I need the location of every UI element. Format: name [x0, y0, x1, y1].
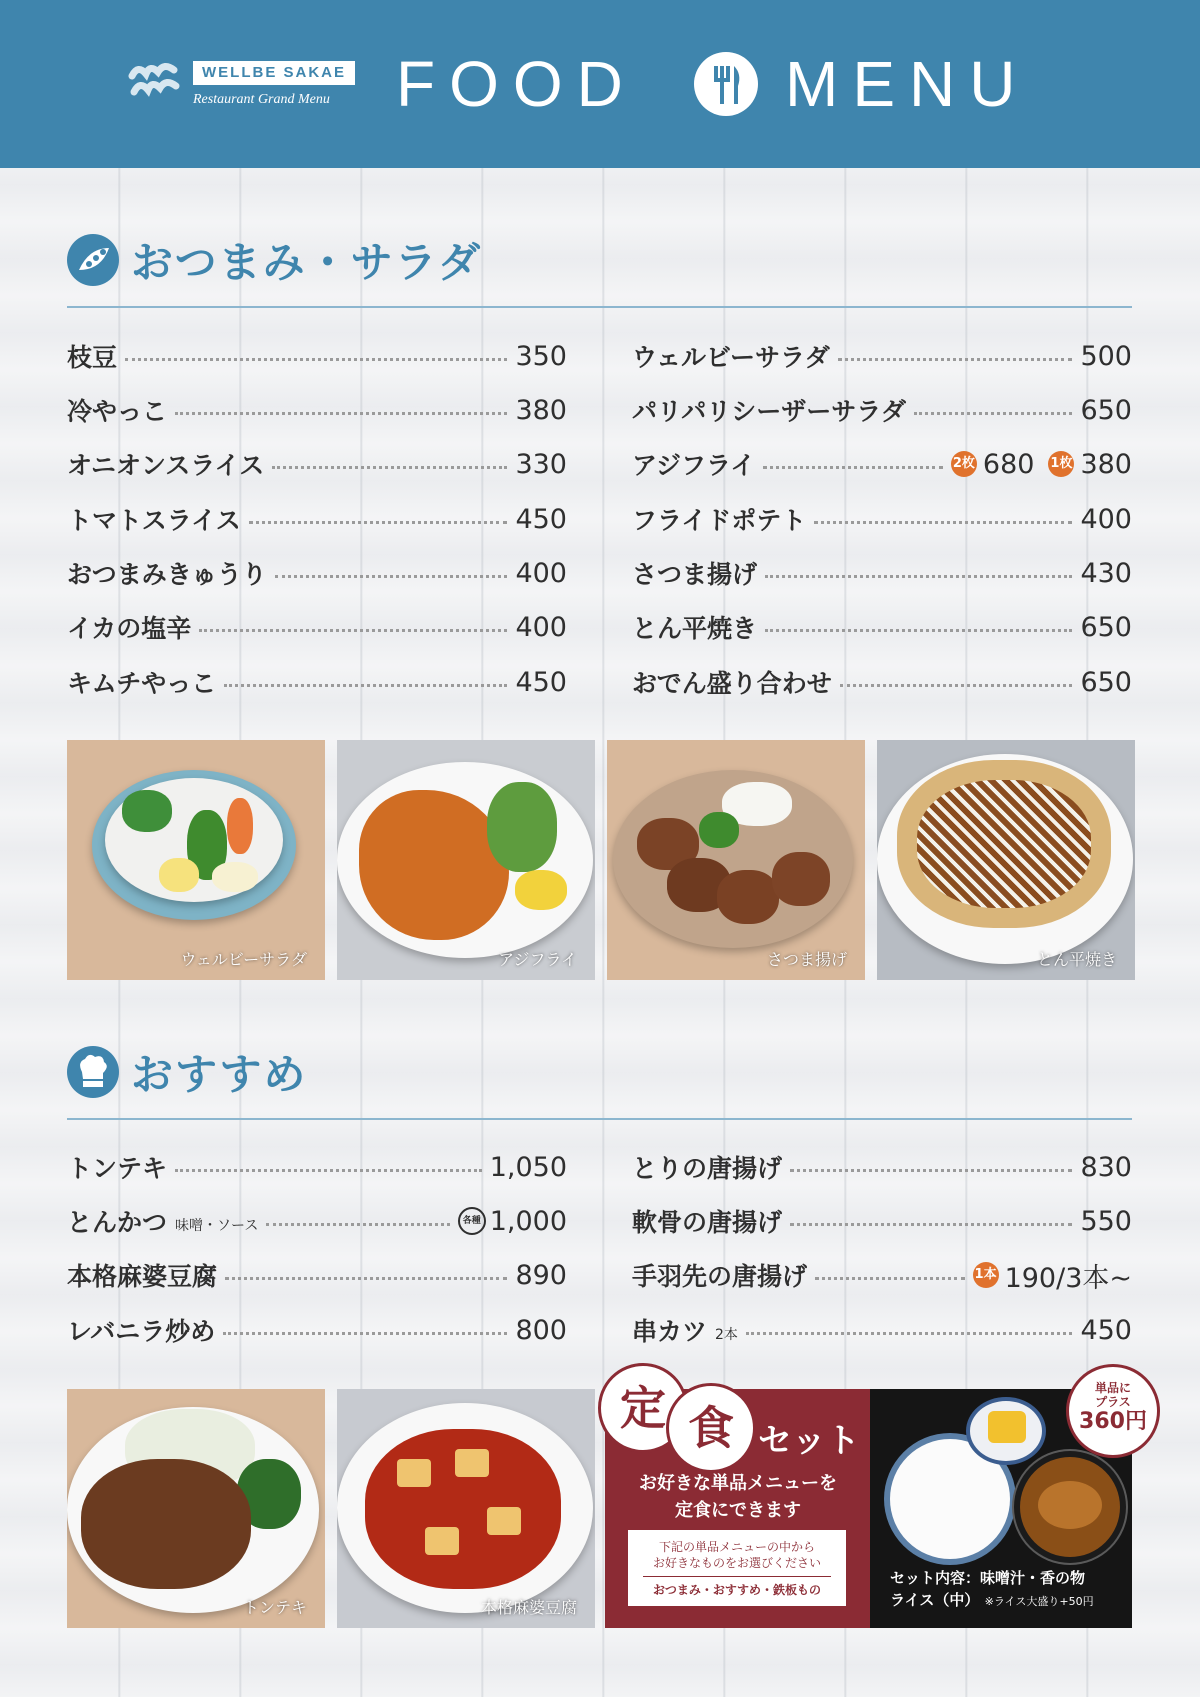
item-price: 380 [515, 394, 567, 426]
item-name: おでん盛り合わせ [632, 669, 832, 698]
set-price-badge [1066, 1364, 1160, 1458]
menu-item [67, 1203, 567, 1239]
leader-dots [249, 521, 508, 524]
photo-caption: アジフライ [498, 950, 577, 969]
item-price: 650 [1080, 394, 1132, 426]
menu-item [67, 338, 567, 374]
item-name: トンテキ [67, 1154, 168, 1183]
leader-dots [763, 466, 943, 469]
item-price: 380 [1080, 448, 1132, 480]
menu-item [632, 1149, 1132, 1185]
item-price: 650 [1080, 666, 1132, 698]
edamame-icon [67, 234, 119, 286]
item-price: 550 [1080, 1205, 1132, 1237]
photo-caption: さつま揚げ [766, 950, 847, 969]
food-photo [67, 1389, 325, 1628]
item-price: 400 [515, 557, 567, 589]
leader-dots [125, 358, 507, 361]
photo-caption: とん平焼き [1036, 950, 1117, 969]
leader-dots [223, 1332, 507, 1335]
item-price: 330 [515, 448, 567, 480]
chef-hat-icon [67, 1046, 119, 1098]
set-char-1: 定 [598, 1363, 688, 1453]
menu-item [67, 555, 567, 591]
menu-item [632, 392, 1132, 428]
item-note: 2本 [715, 1327, 738, 1343]
section-title-otsumami [67, 230, 482, 290]
leader-dots [225, 1277, 507, 1280]
item-price: 800 [515, 1314, 567, 1346]
item-price: 450 [515, 503, 567, 535]
set-menu-note-box [628, 1530, 846, 1606]
wellbe-logo-icon [128, 58, 182, 108]
leader-dots [765, 575, 1072, 578]
count-badge: 1本 [973, 1262, 999, 1288]
section-title-label: おつまみ・サラダ [131, 238, 483, 287]
item-name: とりの唐揚げ [632, 1154, 783, 1183]
item-name: イカの塩辛 [67, 614, 192, 643]
header-banner [0, 0, 1200, 168]
item-name: オニオンスライス [67, 451, 265, 480]
set-desc-line-1: お好きな単品メニューを [639, 1473, 837, 1494]
item-price: 350 [515, 340, 567, 372]
set-char-2: 食 [666, 1383, 756, 1473]
leader-dots [199, 629, 507, 632]
item-name: さつま揚げ [632, 560, 758, 589]
section-divider [67, 306, 1132, 308]
photo-caption: トンテキ [242, 1598, 307, 1617]
food-photo [337, 1389, 595, 1628]
item-price: 680 [982, 448, 1035, 480]
item-name: とんかつ [67, 1208, 168, 1237]
item-price: 1,050 [489, 1151, 567, 1183]
title-menu: MENU [785, 48, 1030, 120]
section-title-label: おすすめ [131, 1050, 308, 1099]
menu-item [67, 1257, 567, 1293]
item-price: 1,000 [489, 1205, 567, 1237]
leader-dots [765, 629, 1072, 632]
menu-item [632, 664, 1132, 700]
menu-item [632, 1203, 1132, 1239]
leader-dots [790, 1223, 1072, 1226]
count-badge: 1枚 [1048, 451, 1074, 477]
item-note: 味噌・ソース [175, 1218, 259, 1234]
plus-line-1: 単品に [1094, 1381, 1131, 1395]
photo-caption: ウェルビーサラダ [180, 950, 307, 969]
food-photo [877, 740, 1135, 980]
item-name: トマトスライス [67, 506, 241, 535]
leader-dots [840, 684, 1073, 687]
menu-item [67, 446, 567, 482]
brand-name: WELLBE SAKAE [193, 61, 355, 85]
leader-dots [838, 358, 1073, 361]
leader-dots [266, 1223, 449, 1226]
leader-dots [272, 466, 507, 469]
set-contents-note: ※ライス大盛り+50円 [984, 1595, 1094, 1608]
item-price: 450 [1080, 1314, 1132, 1346]
food-photo [337, 740, 595, 980]
leader-dots [790, 1169, 1072, 1172]
set-menu-title-circles [598, 1363, 740, 1461]
item-name: 冷やっこ [67, 397, 168, 426]
item-name: 枝豆 [67, 343, 118, 372]
food-photo [67, 740, 325, 980]
item-name: 軟骨の唐揚げ [632, 1208, 783, 1237]
menu-item [67, 392, 567, 428]
item-name: おつまみきゅうり [67, 560, 267, 589]
count-badge: 2枚 [951, 451, 977, 477]
item-name: とん平焼き [632, 614, 758, 643]
menu-item [67, 609, 567, 645]
menu-item [67, 501, 567, 537]
item-name: パリパリシーザーサラダ [632, 397, 907, 426]
plus-price: 360円 [1079, 1409, 1147, 1434]
leader-dots [814, 521, 1072, 524]
menu-item [67, 664, 567, 700]
item-name: フライドポテト [632, 506, 807, 535]
set-contents-line-2: ライス（中） [890, 1591, 980, 1609]
section-title-osusume [67, 1042, 307, 1102]
item-name: レバニラ炒め [67, 1317, 216, 1346]
set-box-line-2: お好きなものをお選びください [652, 1556, 821, 1570]
menu-item [67, 1312, 567, 1348]
item-price: 430 [1080, 557, 1132, 589]
item-price: 400 [515, 611, 567, 643]
set-menu-description [620, 1470, 856, 1524]
section-divider [67, 1118, 1132, 1120]
leader-dots [175, 1169, 482, 1172]
leader-dots [175, 412, 507, 415]
item-price: 830 [1080, 1151, 1132, 1183]
title-food: FOOD [396, 48, 637, 120]
pickles [988, 1411, 1026, 1443]
leader-dots [746, 1332, 1073, 1335]
item-name: 手羽先の唐揚げ [632, 1262, 808, 1291]
menu-item [632, 555, 1132, 591]
leader-dots [815, 1277, 965, 1280]
leader-dots [224, 684, 507, 687]
photo-caption: 本格麻婆豆腐 [480, 1598, 577, 1617]
food-photo [607, 740, 865, 980]
menu-item [632, 446, 1132, 482]
each-badge: 各種 [458, 1207, 486, 1235]
brand-subtitle: Restaurant Grand Menu [193, 92, 330, 107]
menu-item [632, 501, 1132, 537]
item-price: 500 [1080, 340, 1132, 372]
menu-item [632, 1312, 1132, 1348]
set-box-line-1: 下記の単品メニューの中から [658, 1540, 815, 1554]
set-contents [890, 1567, 1094, 1613]
set-menu-word: セット [758, 1421, 860, 1461]
menu-item [632, 1257, 1132, 1293]
item-name: ウェルビーサラダ [632, 343, 830, 372]
item-name: 本格麻婆豆腐 [67, 1262, 218, 1291]
set-box-divider [643, 1576, 831, 1577]
set-box-line-3: おつまみ・おすすめ・鉄板もの [652, 1583, 821, 1597]
item-name: キムチやっこ [67, 669, 217, 698]
item-price: 650 [1080, 611, 1132, 643]
cutlery-icon [694, 52, 758, 116]
set-contents-line-1: セット内容：味噌汁・香の物 [890, 1569, 1086, 1587]
item-price: 190/3本~ [1004, 1262, 1132, 1294]
item-price: 450 [515, 666, 567, 698]
menu-item [632, 338, 1132, 374]
item-name: アジフライ [632, 451, 756, 480]
plus-line-2: プラス [1095, 1395, 1131, 1409]
leader-dots [914, 412, 1072, 415]
item-price: 890 [515, 1259, 567, 1291]
item-price: 400 [1080, 503, 1132, 535]
leader-dots [275, 575, 508, 578]
menu-item [67, 1149, 567, 1185]
item-name: 串カツ [632, 1317, 708, 1346]
set-desc-line-2: 定食にできます [675, 1500, 801, 1521]
menu-item [632, 609, 1132, 645]
